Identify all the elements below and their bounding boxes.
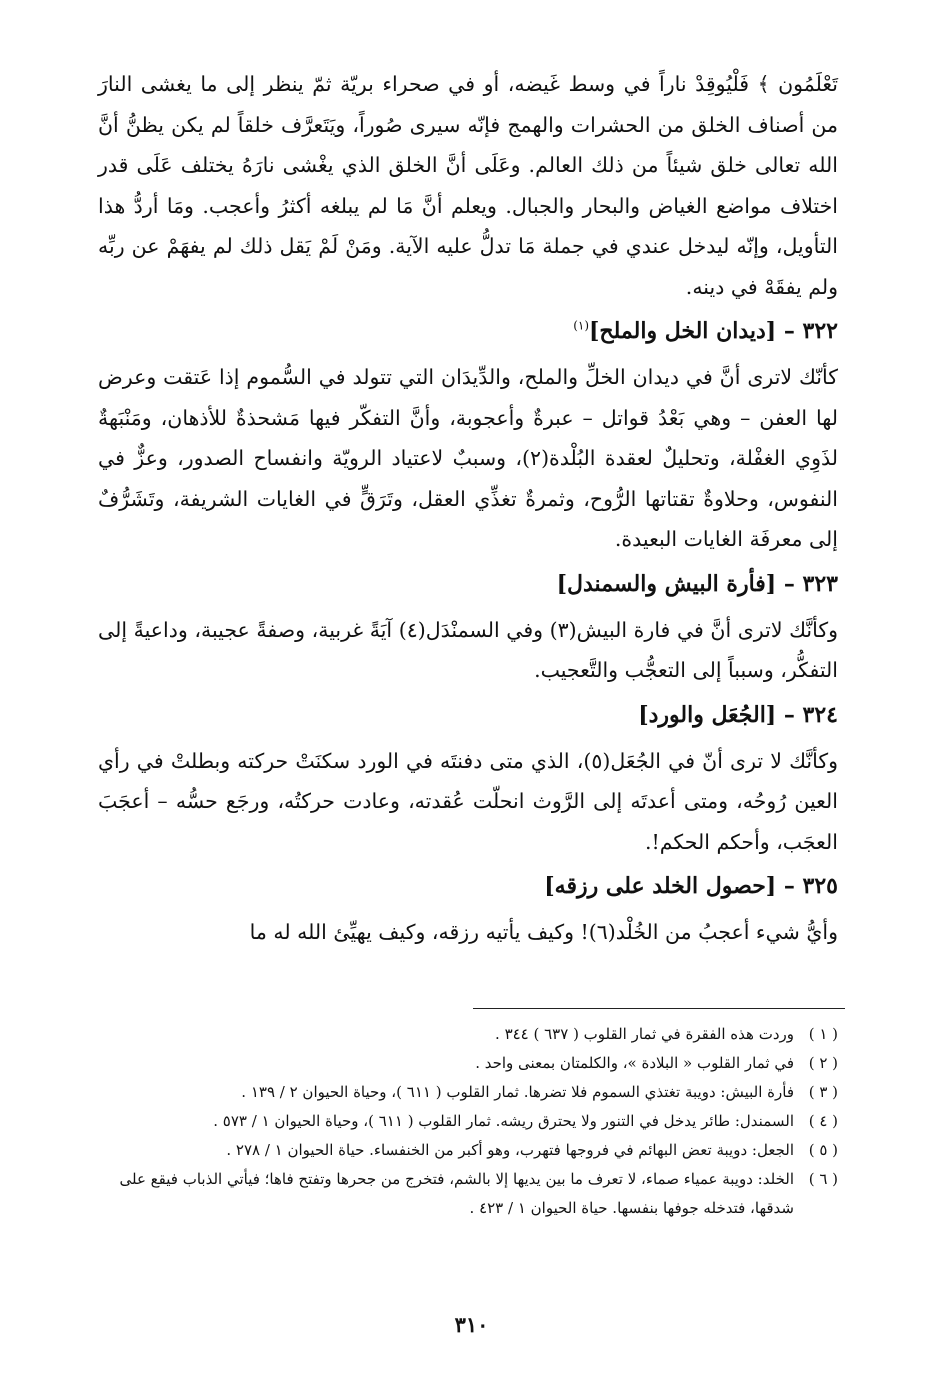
footnote-text: السمندل: طائر يدخل في التنور ولا يحترق ريشه. ثمار القلوب ( ٦١١ )، وحياة الحيوان ١ / ٥٧٣ . (213, 1112, 794, 1130)
section-322-note-ref: (١) (573, 318, 590, 333)
section-325-number: ٣٢٥ (802, 873, 838, 899)
section-324-paragraph: وكأنَّك لا ترى أنّ في الجُعَل(٥)، الذي متى دفنتَه في الورد سكنَتْ حركته وبطلتْ في رأي العين رُوحُه، ومتى أعدتَه إلى الرَّوث انحلّت عُقدته، وعادت حركتُه، ورجَع حسُّه – أعجَبَ العجَب، وأحكم الحكم!. (98, 748, 838, 854)
footnote-divider (473, 1008, 845, 1009)
section-322-number: ٣٢٢ (802, 318, 838, 344)
footnote-item (98, 1107, 838, 1136)
footnote-number: ( ٣ ) (808, 1083, 838, 1101)
footnote-number: ( ٥ ) (808, 1141, 838, 1159)
section-322-title: [ديدان الخل والملح] (589, 318, 777, 344)
footnote-item (98, 1136, 838, 1165)
footnote-text: الجعل: دويبة تعض البهائم في فروجها فتهرب، وهو أكبر من الخنفساء. حياة الحيوان ١ / ٢٧٨ . (226, 1141, 794, 1159)
section-325-paragraph: وأيُّ شيء أعجبُ من الخُلْد(٦)! وكيف يأتيه رزقه، وكيف يهيِّئ الله له ما (249, 920, 838, 944)
section-323-paragraph: وكأنَّك لاترى أنَّ في فارة البيش(٣) وفي السمنْدَل(٤) آيَةً غربية، وصفةً عجيبة، وداعيةً إلى التفكُّر، وسبباً إلى التعجُّب والتَّعجيب. (98, 617, 838, 682)
section-322-dash: – (776, 318, 803, 344)
footnote-item (98, 1165, 838, 1223)
section-324-heading (98, 695, 838, 735)
footnote-text: فأرة البيش: دويبة تغتذي السموم فلا تضرها. ثمار القلوب ( ٦١١ )، وحياة الحيوان ٢ / ١٣٩ . (241, 1083, 794, 1101)
footnote-text: وردت هذه الفقرة في ثمار القلوب ( ٦٣٧ ) ٣٤٤ . (495, 1025, 794, 1043)
section-324-title: [الجُعَل والورد] (638, 701, 777, 728)
section-324-number: ٣٢٤ (802, 701, 838, 728)
footnote-item (98, 1020, 838, 1049)
footnote-number: ( ٦ ) (808, 1170, 838, 1188)
page-number: ٣١٠ (454, 1312, 489, 1337)
section-323-heading (98, 564, 838, 604)
section-323-number: ٣٢٣ (802, 570, 838, 597)
section-323-title: [فأرة البيش والسمندل] (556, 570, 777, 597)
section-325-title: [حصول الخلد على رزقه] (544, 873, 777, 899)
section-321-continuation: تَعْلَمُون ﴾ فَلْيُوقِدْ ناراً في وسط غَيضه، أو في صحراء بريّة ثمّ ينظر إلى ما يغشى النارَ من أصناف الخلق من الحشرات والهمج فإنّه سيرى صُوراً، ويَتَعرَّف خلقاً لم يكن يظنُّ أنَّ الله تعالى خلق شيئاً من ذلك العالم. وعَلَى أنَّ الخلق الذي يغْشى نارَهُ يختلف عَلَى قدر اختلاف مواضع الغياض والبحار والجبال. ويعلم أنَّ مَا لم يبلغه أكثرُ وأعجب. ومَا أردُّ هذا التأويل، وإنّه ليدخل عندي في جملة مَا تدلُّ عليه الآية. ومَنْ لَمْ يَقل ذلك لم يفهَمْ عن ربِّه ولم يفقَهْ في دينه. (98, 72, 838, 299)
page-body (98, 64, 838, 953)
footnote-number: ( ١ ) (808, 1025, 838, 1043)
section-322-heading (98, 311, 838, 351)
footnotes (98, 1020, 838, 1223)
footnote-number: ( ٤ ) (808, 1112, 838, 1130)
footnote-item (98, 1078, 838, 1107)
section-322-paragraph: كأنّك لاترى أنَّ في ديدان الخلِّ والملح، والدِّيدَان التي تتولد في السُّموم إذا عَتقت وعرض لها العفن – وهي بَعْدُ قواتل – عبرةٌ وأعجوبة، وأنَّ التفكّر فيها مَشحذةٌ للأذهان، ومَنْبَهةٌ لذَوِي الغفْلة، وتحليلٌ لعقدة البُلْدة(٢)، وسببٌ لاعتياد الرويّة وانفساح الصدور، وعزٌّ في النفوس، وحلاوةٌ تقتاتها الرُّوح، وثمرةٌ تغذِّي العقل، وتَرَقٍّ في الغايات الشريفة، وتَشَرُّفٌ إلى معرفَة الغايات البعيدة. (98, 365, 838, 551)
section-324-dash: – (776, 701, 803, 728)
footnote-item (98, 1049, 838, 1078)
footnote-number: ( ٢ ) (808, 1054, 838, 1072)
footnote-text: الخلد: دويبة عمياء صماء، لا تعرف ما بين يديها إلا بالشم، فتخرج من جحرها وتفتح فاها؛ فيأتي الذباب فيقع على شدقها، فتدخله جوفها بنفسها. حياة الحيوان ١ / ٤٢٣ . (119, 1170, 794, 1217)
section-325-heading (98, 866, 838, 906)
section-325-dash: – (776, 873, 803, 899)
section-323-dash: – (776, 570, 803, 597)
footnote-text: في ثمار القلوب « البلادة »، والكلمتان بمعنى واحد . (475, 1054, 794, 1072)
